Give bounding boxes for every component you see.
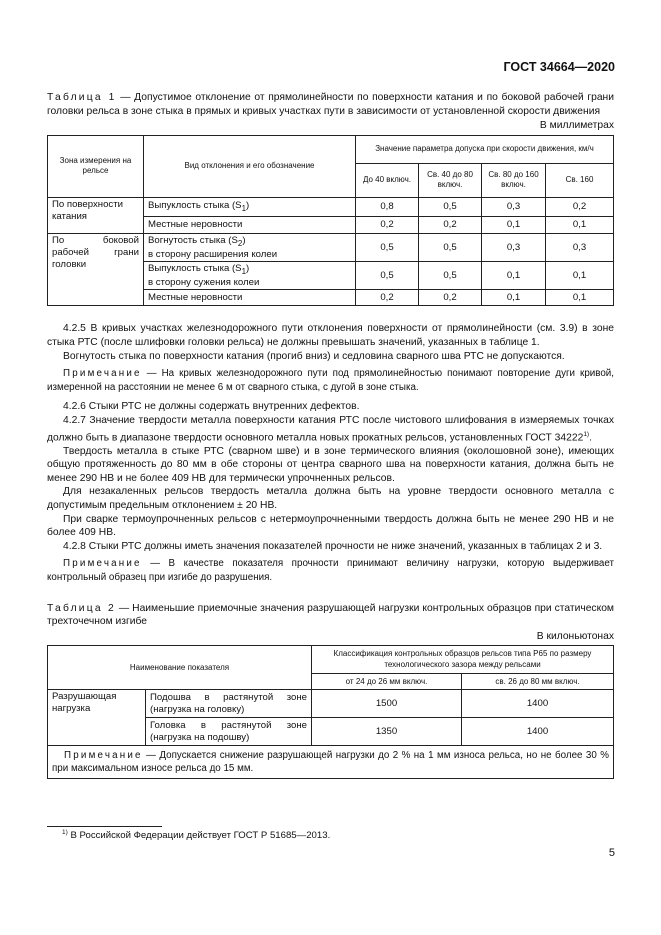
table1-cell: 0,2 [356,289,419,306]
table1-cell: 0,5 [419,197,482,217]
note-2: Примечание — В качестве показателя прочности принимают величину нагрузки, которую выдерживает контрольный образец при изгибе до разрушения. [47,558,614,583]
table2-row-name: Головка в растянутой зоне (нагрузка на подошву) [146,718,312,746]
table1-speed-col: Св. 160 [546,163,614,197]
table2-note: Примечание — Допускается снижение разрушающей нагрузки до 2 % на 1 мм износа рельса, но не более 30 % при максимальном износе рельса до 15 мм. [48,746,614,779]
table2-row-name: Подошва в растянутой зоне (нагрузка на головку) [146,690,312,718]
table2 [47,645,614,779]
paragraph-4-2-5-b: Вогнутость стыка по поверхности катания (прогиб вниз) и седловина сварного шва РТС не допускаются. [63,350,565,362]
table1-row-kind: Местные неровности [144,217,356,234]
table1 [47,135,614,307]
note-1: Примечание — На кривых железнодорожного пути под прямолинейностью понимают повторение дуги кривой, измеренной на расстоянии не менее 6 м от сварного стыка, с дугой в зоне стыка. [47,368,614,393]
paragraph-4-2-6: 4.2.6 Стыки РТС не должны содержать внутренних дефектов. [63,401,360,413]
table1-cell: 0,2 [546,197,614,217]
table1-head-zone: Зона измерения на рельсе [48,135,144,197]
table1-cell: 0,1 [546,217,614,234]
table2-units: В килоньютонах [536,630,614,642]
table1-cell: 0,2 [419,289,482,306]
table1-cell: 0,2 [356,217,419,234]
table1-row-kind: Вогнутость стыка $(S_2)$ в сторону расширения колеи [144,233,356,261]
page-body [47,91,614,779]
table2-col: св. 26 до 80 мм включ. [462,674,614,690]
paragraph-4-2-8: 4.2.8 Стыки РТС должны иметь значения показателей прочности не ниже значений, указанных в таблицах 2 и 3. [63,540,603,552]
table1-cell: 0,1 [546,289,614,306]
table2-head-name: Наименование показателя [48,646,312,690]
table2-col: от 24 до 26 мм включ. [312,674,462,690]
footnote: $^{1)}$ В Российской Федерации действует ГОСТ Р 51685—2013. [62,829,331,842]
table2-cell: 1400 [462,718,614,746]
table1-label: Таблица 1 [47,92,117,103]
table1-zone2: По боковой рабочей грани головки [48,233,144,306]
table1-caption: Таблица 1 — Допустимое отклонение от прямолинейности по поверхности катания и по боковой рабочей грани головки рельса в зоне стыка в прямых и кривых участках пути в зависимости от установленной скорости движения [47,92,614,117]
table2-row-group: Разрушающая нагрузка [48,690,146,746]
table1-zone1: По поверхности катания [48,197,144,233]
table1-cell: 0,1 [482,289,546,306]
paragraph-4-2-7-c: Для незакаленных рельсов твердость металла должна быть на уровне твердости основного металла с допустимым предельным отклонением ± 20 НВ. [47,486,614,512]
paragraph-4-2-5: 4.2.5 В кривых участках железнодорожного пути отклонения поверхности от прямолинейности (см. 3.9) в зоне стыка РТС (после шлифовки головки рельса) не должны превышать значений, указанных в таблице 1. [47,323,614,349]
table2-cell: 1350 [312,718,462,746]
table2-cell: 1400 [462,690,614,718]
footnote-divider [47,826,162,827]
table1-cell: 0,5 [356,261,419,289]
table1-cell: 0,1 [546,261,614,289]
table1-cell: 0,1 [482,217,546,234]
paragraph-4-2-7-d: При сварке термоупрочненных рельсов с нетермоупрочненными твердость должна быть не менее 290 НВ и не более 409 НВ. [47,513,614,539]
paragraph-4-2-7-b: Твердость металла в стыке РТС (сварном шве) и в зоне термического влияния (околошовной зоне), имеющих общую протяженность до 80 мм в обе стороны от центра сварного шва на поверхности катания, должна быть не менее 290 НВ и не более 409 НВ для термически упрочненных рельсов. [47,445,614,484]
table1-cell: 0,1 [482,261,546,289]
table1-cell: 0,3 [482,233,546,261]
table1-head-kind: Вид отклонения и его обозначение [144,135,356,197]
table1-units: В миллиметрах [539,120,614,132]
table1-cell: 0,2 [419,217,482,234]
table2-cell: 1500 [312,690,462,718]
table1-cell: 0,5 [419,261,482,289]
table1-speed-col: Св. 40 до 80 включ. [419,163,482,197]
table1-cell: 0,3 [482,197,546,217]
table2-caption: Таблица 2 — Наименьшие приемочные значения разрушающей нагрузки контрольных образцов при статическом трехточечном изгибе [47,602,615,628]
table1-cell: 0,3 [546,233,614,261]
table1-cell: 0,8 [356,197,419,217]
document-header: ГОСТ 34664—2020 [503,60,615,74]
table1-head-speed: Значение параметра допуска при скорости движения, км/ч [356,135,614,163]
table1-speed-col: Св. 80 до 160 включ. [482,163,546,197]
table1-row-kind: Местные неровности [144,289,356,306]
table1-cell: 0,5 [356,233,419,261]
table2-head-class: Классификация контрольных образцов рельсов типа Р65 по размеру технологического зазора между рельсами [312,646,614,674]
table1-row-kind: Выпуклость стыка $(S_1)$ в сторону сужения колеи [144,261,356,289]
paragraph-4-2-7: 4.2.7 Значение твердости металла поверхности катания РТС после чистового шлифования в измеряемых точках должно быть в диапазоне твердости основного металла новых прокатных рельсов, установленных ГОСТ 34222$^{1)}$. [47,415,614,444]
table1-cell: 0,5 [419,233,482,261]
page-number: 5 [608,847,615,859]
table2-label: Таблица 2 [47,602,116,614]
table1-row-kind: Выпуклость стыка $(S_1)$ [144,197,356,217]
table1-speed-col: До 40 включ. [356,163,419,197]
